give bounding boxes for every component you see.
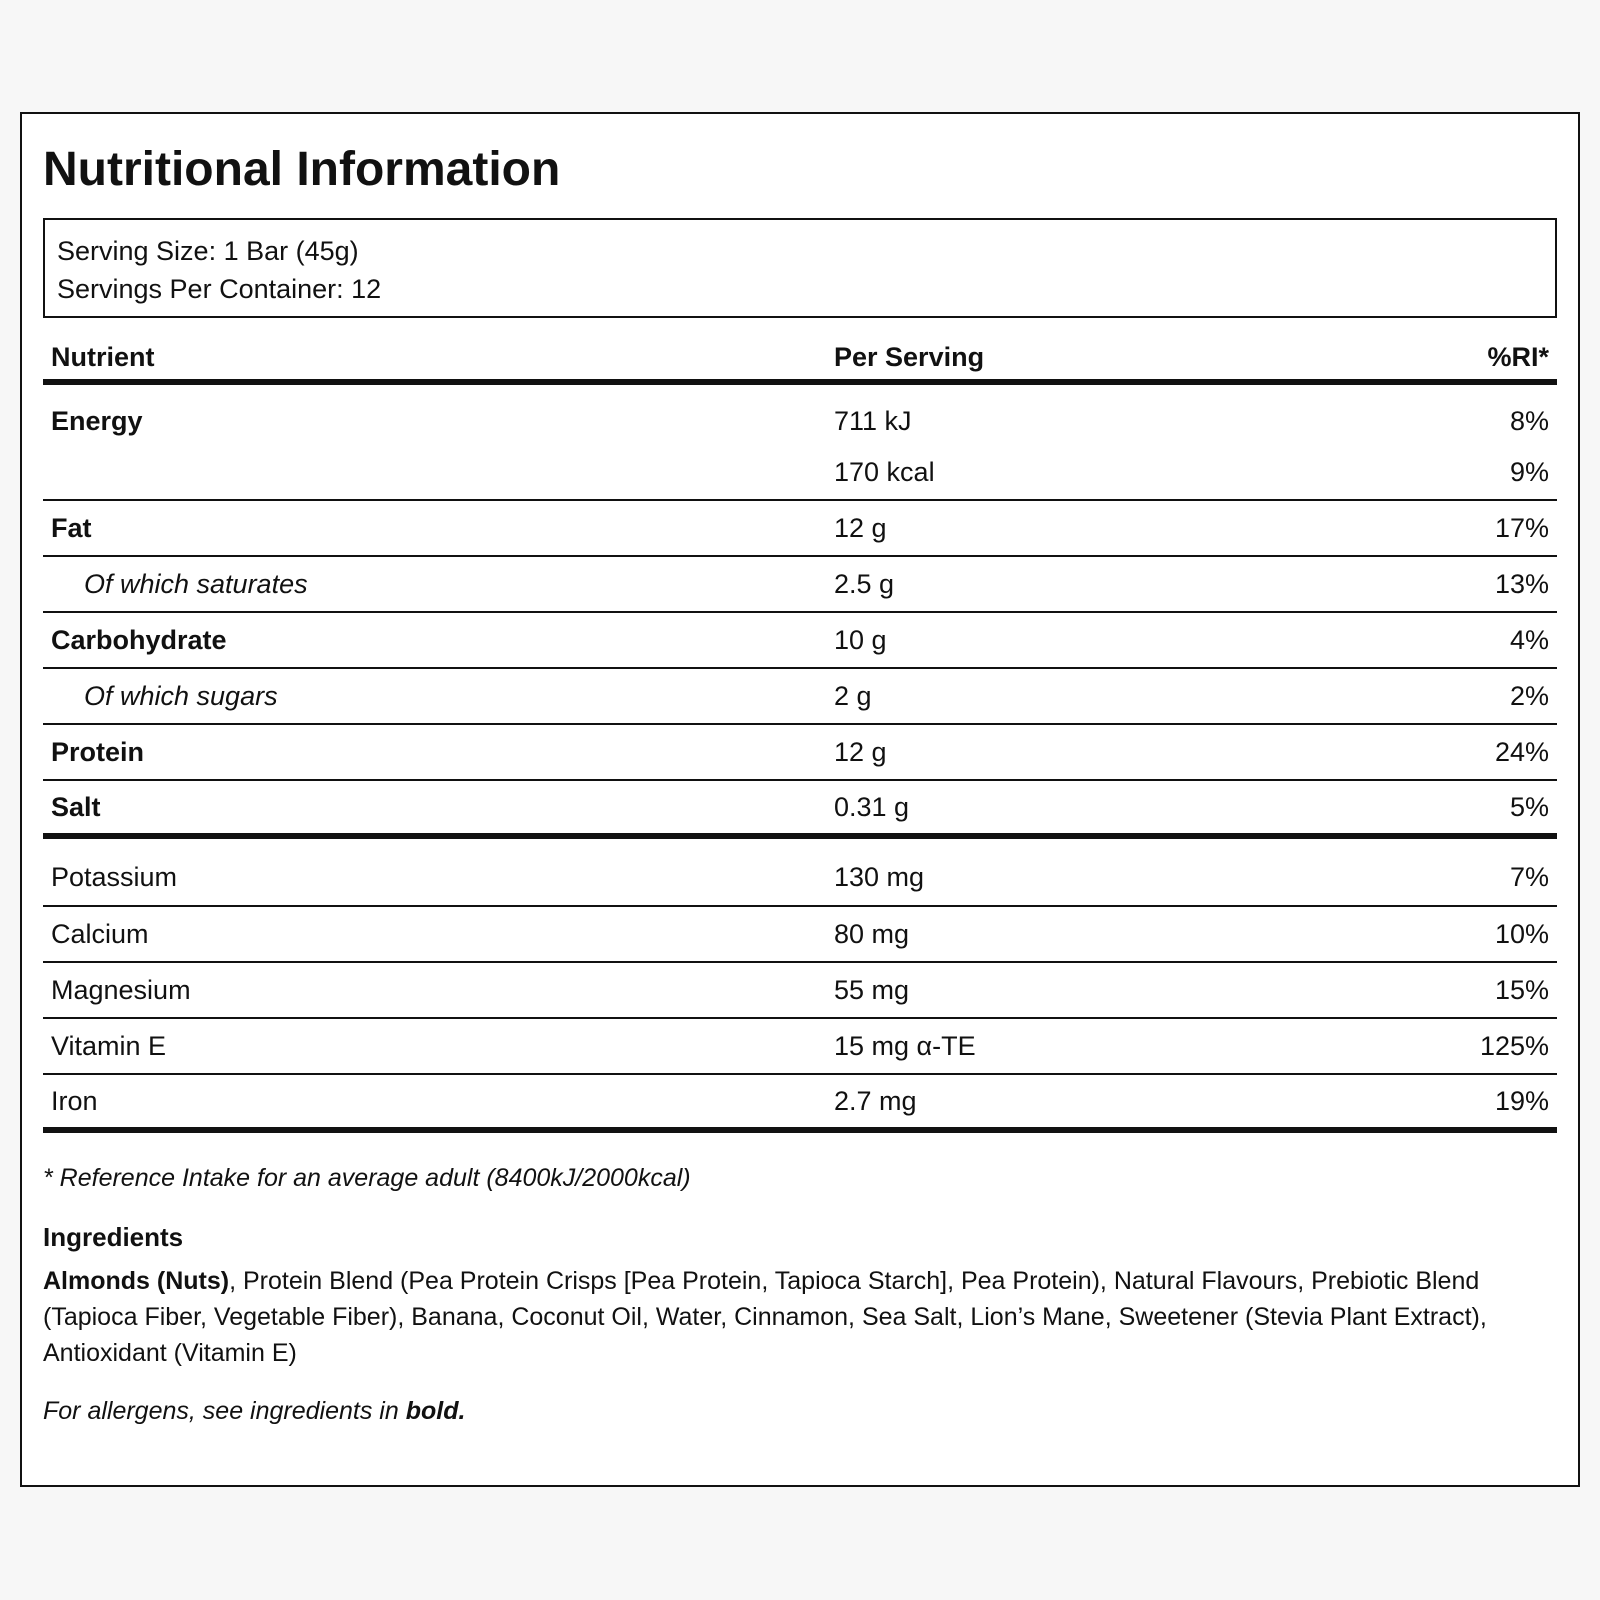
ingredients-heading: Ingredients: [43, 1222, 184, 1252]
table-row: [43, 556, 1557, 612]
table-row: [43, 668, 1557, 724]
nutrient-ri: 24%: [1309, 724, 1557, 780]
serving-info-box: [43, 218, 1557, 318]
ingredients-rest: , Protein Blend (Pea Protein Crisps [Pea Protein, Tapioca Starch], Pea Protein), Natural Flavours, Prebiotic Blend (Tapioca Fiber, Vegetable Fiber), Banana, Coconut Oil, Water, Cinnamon, Sea Salt, Lion’s Mane, Sweetener (Stevia Plant Extract), Antioxidant (Vitamin E): [43, 1267, 1487, 1367]
nutrient-ri: 9%: [1309, 446, 1557, 500]
ingredients-text: [43, 1263, 1557, 1371]
nutrient-name: Iron: [43, 1074, 826, 1130]
allergen-note-bold: bold.: [405, 1397, 466, 1425]
nutrient-name: Carbohydrate: [43, 612, 826, 668]
serving-size: Serving Size: 1 Bar (45g): [57, 236, 359, 266]
nutrient-amount: 10 g: [826, 612, 1309, 668]
nutrient-amount: 80 mg: [826, 906, 1309, 962]
nutrient-ri: 8%: [1509, 406, 1549, 436]
nutrient-ri: 4%: [1309, 612, 1557, 668]
servings-per-container: Servings Per Container: 12: [57, 274, 382, 304]
nutrient-amount: 0.31 g: [826, 780, 1309, 836]
nutrient-name: Salt: [43, 780, 826, 836]
nutrient-ri: 2%: [1309, 668, 1557, 724]
nutrient-name: [43, 446, 826, 500]
table-row: [43, 1018, 1557, 1074]
nutrient-amount: 12 g: [826, 500, 1309, 556]
nutrition-table: [43, 340, 1557, 1133]
nutrient-name: Energy: [51, 406, 143, 436]
nutrient-name: Potassium: [43, 836, 826, 906]
nutrient-name: Calcium: [43, 906, 826, 962]
nutrient-name: Vitamin E: [43, 1018, 826, 1074]
ri-footnote: * Reference Intake for an average adult (8400kJ/2000kcal): [43, 1164, 691, 1192]
table-row: [43, 724, 1557, 780]
table-row: [43, 446, 1557, 500]
nutrient-amount: 130 mg: [826, 836, 1309, 906]
nutrient-amount: 15 mg α-TE: [826, 1018, 1309, 1074]
page-title: Nutritional Information: [43, 143, 561, 196]
table-header-row: [43, 340, 1557, 382]
table-row: [43, 780, 1557, 836]
column-header-ri: %RI*: [1309, 340, 1557, 382]
table-row: [43, 962, 1557, 1018]
nutrient-amount: 2 g: [826, 668, 1309, 724]
nutrient-name: Fat: [43, 500, 826, 556]
table-row: [43, 612, 1557, 668]
nutrient-ri: 17%: [1309, 500, 1557, 556]
allergen-ingredient: Almonds (Nuts): [43, 1267, 230, 1295]
nutrient-amount: 12 g: [826, 724, 1309, 780]
nutrient-ri: 10%: [1309, 906, 1557, 962]
nutrient-name: Of which sugars: [43, 668, 826, 724]
column-header-per-serving: Per Serving: [826, 340, 1309, 382]
nutrient-ri: 15%: [1309, 962, 1557, 1018]
allergen-note-prefix: For allergens, see ingredients in: [43, 1397, 406, 1425]
table-row: [43, 836, 1557, 906]
nutrient-ri: 7%: [1309, 836, 1557, 906]
nutrient-amount: 170 kcal: [826, 446, 1309, 500]
nutrient-amount: 2.5 g: [826, 556, 1309, 612]
table-row: [43, 906, 1557, 962]
nutrient-name: Of which saturates: [43, 556, 826, 612]
nutrient-name: Magnesium: [43, 962, 826, 1018]
table-row: [43, 500, 1557, 556]
table-row: [43, 382, 1557, 446]
nutrient-amount: 2.7 mg: [826, 1074, 1309, 1130]
nutrient-ri: 13%: [1309, 556, 1557, 612]
nutrient-ri: 5%: [1309, 780, 1557, 836]
nutrient-ri: 125%: [1309, 1018, 1557, 1074]
allergen-note: [43, 1393, 1557, 1429]
nutrient-name: Protein: [43, 724, 826, 780]
nutrient-ri: 19%: [1309, 1074, 1557, 1130]
nutrient-amount: 55 mg: [826, 962, 1309, 1018]
table-row: [43, 1074, 1557, 1130]
nutrition-label: [20, 112, 1580, 1487]
column-header-nutrient: Nutrient: [43, 340, 826, 382]
nutrient-amount: 711 kJ: [834, 406, 912, 436]
